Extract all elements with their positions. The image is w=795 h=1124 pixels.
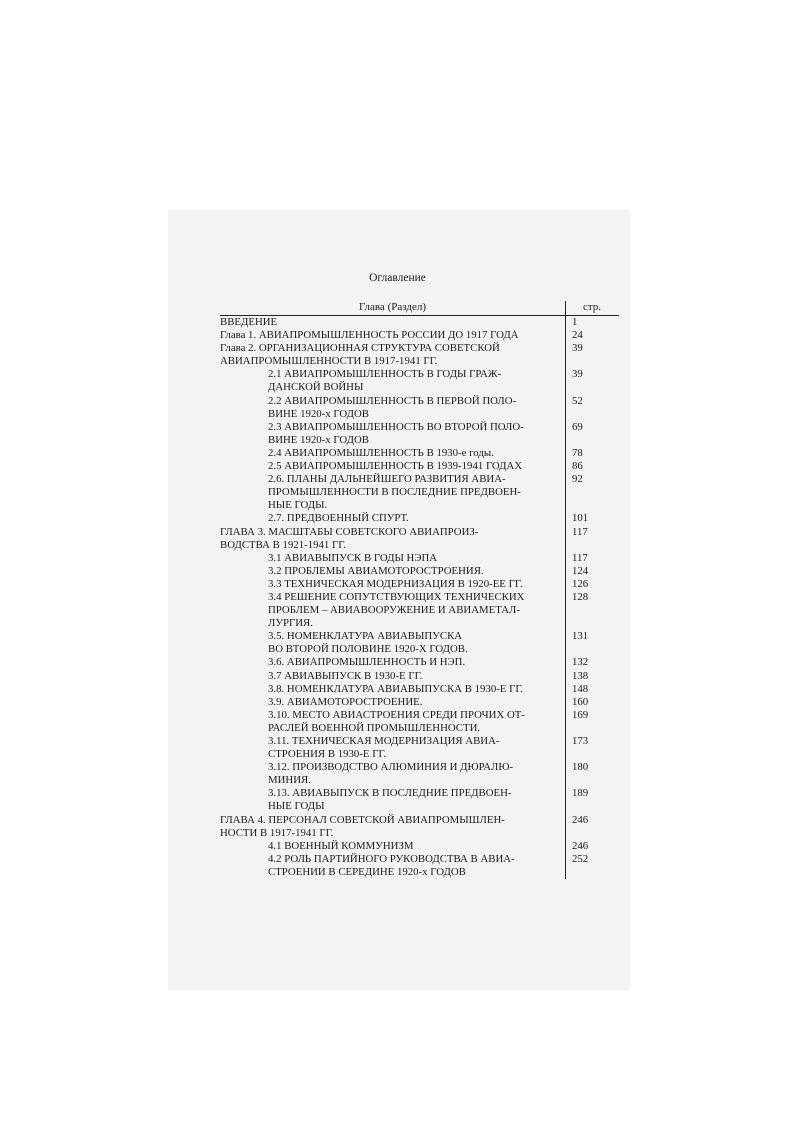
- toc-entry-title: 2.7. ПРЕДВОЕННЫЙ СПУРТ.: [268, 512, 409, 525]
- toc-entry-title: ГЛАВА 3. МАСШТАБЫ СОВЕТСКОГО АВИАПРОИЗ- ВОДСТВА В 1921-1941 ГГ.: [220, 525, 479, 551]
- toc-section-row: [220, 395, 619, 421]
- toc-entry-page: 126: [572, 577, 589, 590]
- toc-section-row: [220, 578, 619, 591]
- column-header-chapter: Глава (Раздел): [358, 301, 427, 313]
- toc-entry-title: 2.2 АВИАПРОМЫШЛЕННОСТЬ В ПЕРВОЙ ПОЛО- ВИНЕ 1920-х ГОДОВ: [268, 394, 517, 420]
- toc-entry-title: 3.1 АВИАВЫПУСК В ГОДЫ НЭПА: [268, 551, 438, 564]
- column-header-page: стр.: [582, 301, 602, 313]
- toc-entry-title: 3.11. ТЕХНИЧЕСКАЯ МОДЕРНИЗАЦИЯ АВИА- СТРОЕНИЯ В 1930-Е ГГ.: [268, 735, 500, 761]
- toc-entry-page: 246: [572, 813, 589, 826]
- toc-section-row: [220, 630, 619, 656]
- toc-entry-page: 117: [572, 525, 588, 538]
- toc-section-row: [220, 473, 619, 512]
- toc-section-row: [220, 696, 619, 709]
- toc-entry-page: 138: [572, 669, 589, 682]
- toc-entry-page: 69: [572, 420, 583, 433]
- toc-entry-title: 3.13. АВИАВЫПУСК В ПОСЛЕДНИЕ ПРЕДВОЕН- НЫЕ ГОДЫ: [268, 787, 512, 813]
- toc-entry-title: 2.3 АВИАПРОМЫШЛЕННОСТЬ ВО ВТОРОЙ ПОЛО- ВИНЕ 1920-х ГОДОВ: [268, 420, 524, 446]
- toc-section-row: [220, 421, 619, 447]
- toc-entry-title: 3.6. АВИАПРОМЫШЛЕННОСТЬ И НЭП.: [268, 656, 466, 669]
- toc-entry-page: 148: [572, 682, 589, 695]
- table-of-contents: [220, 300, 619, 879]
- toc-entry-title: 2.1 АВИАПРОМЫШЛЕННОСТЬ В ГОДЫ ГРАЖ- ДАНСКОЙ ВОЙНЫ: [268, 368, 502, 394]
- toc-entry-page: 246: [572, 839, 589, 852]
- page-title: Оглавление: [369, 272, 426, 284]
- toc-entry-page: 160: [572, 695, 589, 708]
- toc-entry-page: 132: [572, 656, 589, 669]
- toc-entry-title: 4.2 РОЛЬ ПАРТИЙНОГО РУКОВОДСТВА В АВИА- СТРОЕНИИ В СЕРЕДИНЕ 1920-х ГОДОВ: [268, 852, 515, 878]
- toc-chapter-row: [220, 329, 619, 342]
- toc-section-row: [220, 460, 619, 473]
- toc-entry-title: Глава 2. ОРГАНИЗАЦИОННАЯ СТРУКТУРА СОВЕТСКОЙ АВИАПРОМЫШЛЕННОСТИ В 1917-1941 ГГ.: [220, 342, 500, 368]
- toc-entry-page: 131: [572, 630, 589, 643]
- toc-entry-page: 39: [572, 342, 583, 355]
- toc-entry-page: 252: [572, 852, 589, 865]
- toc-body: [220, 316, 619, 879]
- toc-chapter-row: [220, 342, 619, 368]
- toc-entry-title: 3.3 ТЕХНИЧЕСКАЯ МОДЕРНИЗАЦИЯ В 1920-ЕЕ ГГ.: [268, 577, 523, 590]
- toc-section-row: [220, 656, 619, 669]
- toc-entry-page: 39: [572, 368, 583, 381]
- toc-entry-title: 3.10. МЕСТО АВИАСТРОЕНИЯ СРЕДИ ПРОЧИХ ОТ- РАСЛЕЙ ВОЕННОЙ ПРОМЫШЛЕННОСТИ.: [268, 708, 525, 734]
- toc-chapter-row: [220, 526, 619, 552]
- toc-entry-title: 3.7 АВИАВЫПУСК В 1930-Е ГГ.: [268, 669, 423, 682]
- toc-entry-title: 3.2 ПРОБЛЕМЫ АВИАМОТОРОСТРОЕНИЯ.: [268, 564, 484, 577]
- toc-chapter-row: [220, 814, 619, 840]
- toc-entry-page: 24: [572, 329, 583, 342]
- toc-entry-page: 180: [572, 761, 589, 774]
- toc-entry-page: 52: [572, 394, 583, 407]
- toc-entry-page: 128: [572, 590, 589, 603]
- toc-entry-page: 78: [572, 446, 583, 459]
- toc-section-row: [220, 761, 619, 787]
- toc-section-row: [220, 735, 619, 761]
- toc-entry-page: 1: [572, 316, 578, 328]
- toc-entry-page: 92: [572, 473, 583, 486]
- toc-header: [220, 300, 619, 316]
- toc-section-row: [220, 840, 619, 853]
- toc-entry-page: 124: [572, 564, 589, 577]
- toc-entry-page: 173: [572, 735, 589, 747]
- toc-section-row: [220, 552, 619, 565]
- toc-entry-title: 4.1 ВОЕННЫЙ КОММУНИЗМ: [268, 839, 414, 852]
- toc-section-row: [220, 512, 619, 525]
- toc-section-row: [220, 787, 619, 813]
- toc-entry-page: 101: [572, 512, 589, 525]
- toc-section-row: [220, 591, 619, 630]
- toc-entry-title: 3.5. НОМЕНКЛАТУРА АВИАВЫПУСКА ВО ВТОРОЙ ПОЛОВИНЕ 1920-Х ГОДОВ.: [268, 630, 468, 656]
- toc-entry-page: 169: [572, 708, 589, 721]
- toc-section-row: [220, 670, 619, 683]
- toc-entry-page: 117: [572, 551, 588, 564]
- toc-section-row: [220, 565, 619, 578]
- toc-entry-title: ВВЕДЕНИЕ: [220, 316, 278, 328]
- toc-entry-title: 3.8. НОМЕНКЛАТУРА АВИАВЫПУСКА В 1930-Е ГГ.: [268, 682, 524, 695]
- toc-entry-title: Глава 1. АВИАПРОМЫШЛЕННОСТЬ РОССИИ ДО 1917 ГОДА: [220, 329, 519, 342]
- column-divider: [565, 301, 566, 879]
- toc-entry-title: 3.4 РЕШЕНИЕ СОПУТСТВУЮЩИХ ТЕХНИЧЕСКИХ ПРОБЛЕМ – АВИАВООРУЖЕНИЕ И АВИАМЕТАЛ- ЛУРГИЯ.: [268, 590, 525, 630]
- toc-section-row: [220, 368, 619, 394]
- toc-entry-title: 2.4 АВИАПРОМЫШЛЕННОСТЬ В 1930-е годы.: [268, 446, 494, 459]
- toc-entry-title: 3.9. АВИАМОТОРОСТРОЕНИЕ.: [268, 695, 423, 708]
- toc-entry-title: 2.6. ПЛАНЫ ДАЛЬНЕЙШЕГО РАЗВИТИЯ АВИА- ПРОМЫШЛЕННОСТИ В ПОСЛЕДНИЕ ПРЕДВОЕН- НЫЕ ГОДЫ.: [268, 473, 521, 512]
- toc-section-row: [220, 853, 619, 879]
- toc-entry-title: 3.12. ПРОИЗВОДСТВО АЛЮМИНИЯ И ДЮРАЛЮ- МИНИЯ.: [268, 761, 514, 787]
- toc-entry-title: ГЛАВА 4. ПЕРСОНАЛ СОВЕТСКОЙ АВИАПРОМЫШЛЕН- НОСТИ В 1917-1941 ГГ.: [220, 813, 505, 839]
- toc-entry-page: 86: [572, 460, 583, 473]
- toc-section-row: [220, 683, 619, 696]
- toc-section-row: [220, 709, 619, 735]
- toc-chapter-row: [220, 316, 619, 329]
- toc-entry-page: 189: [572, 787, 589, 800]
- toc-section-row: [220, 447, 619, 460]
- toc-entry-title: 2.5 АВИАПРОМЫШЛЕННОСТЬ В 1939-1941 ГОДАХ: [268, 460, 523, 473]
